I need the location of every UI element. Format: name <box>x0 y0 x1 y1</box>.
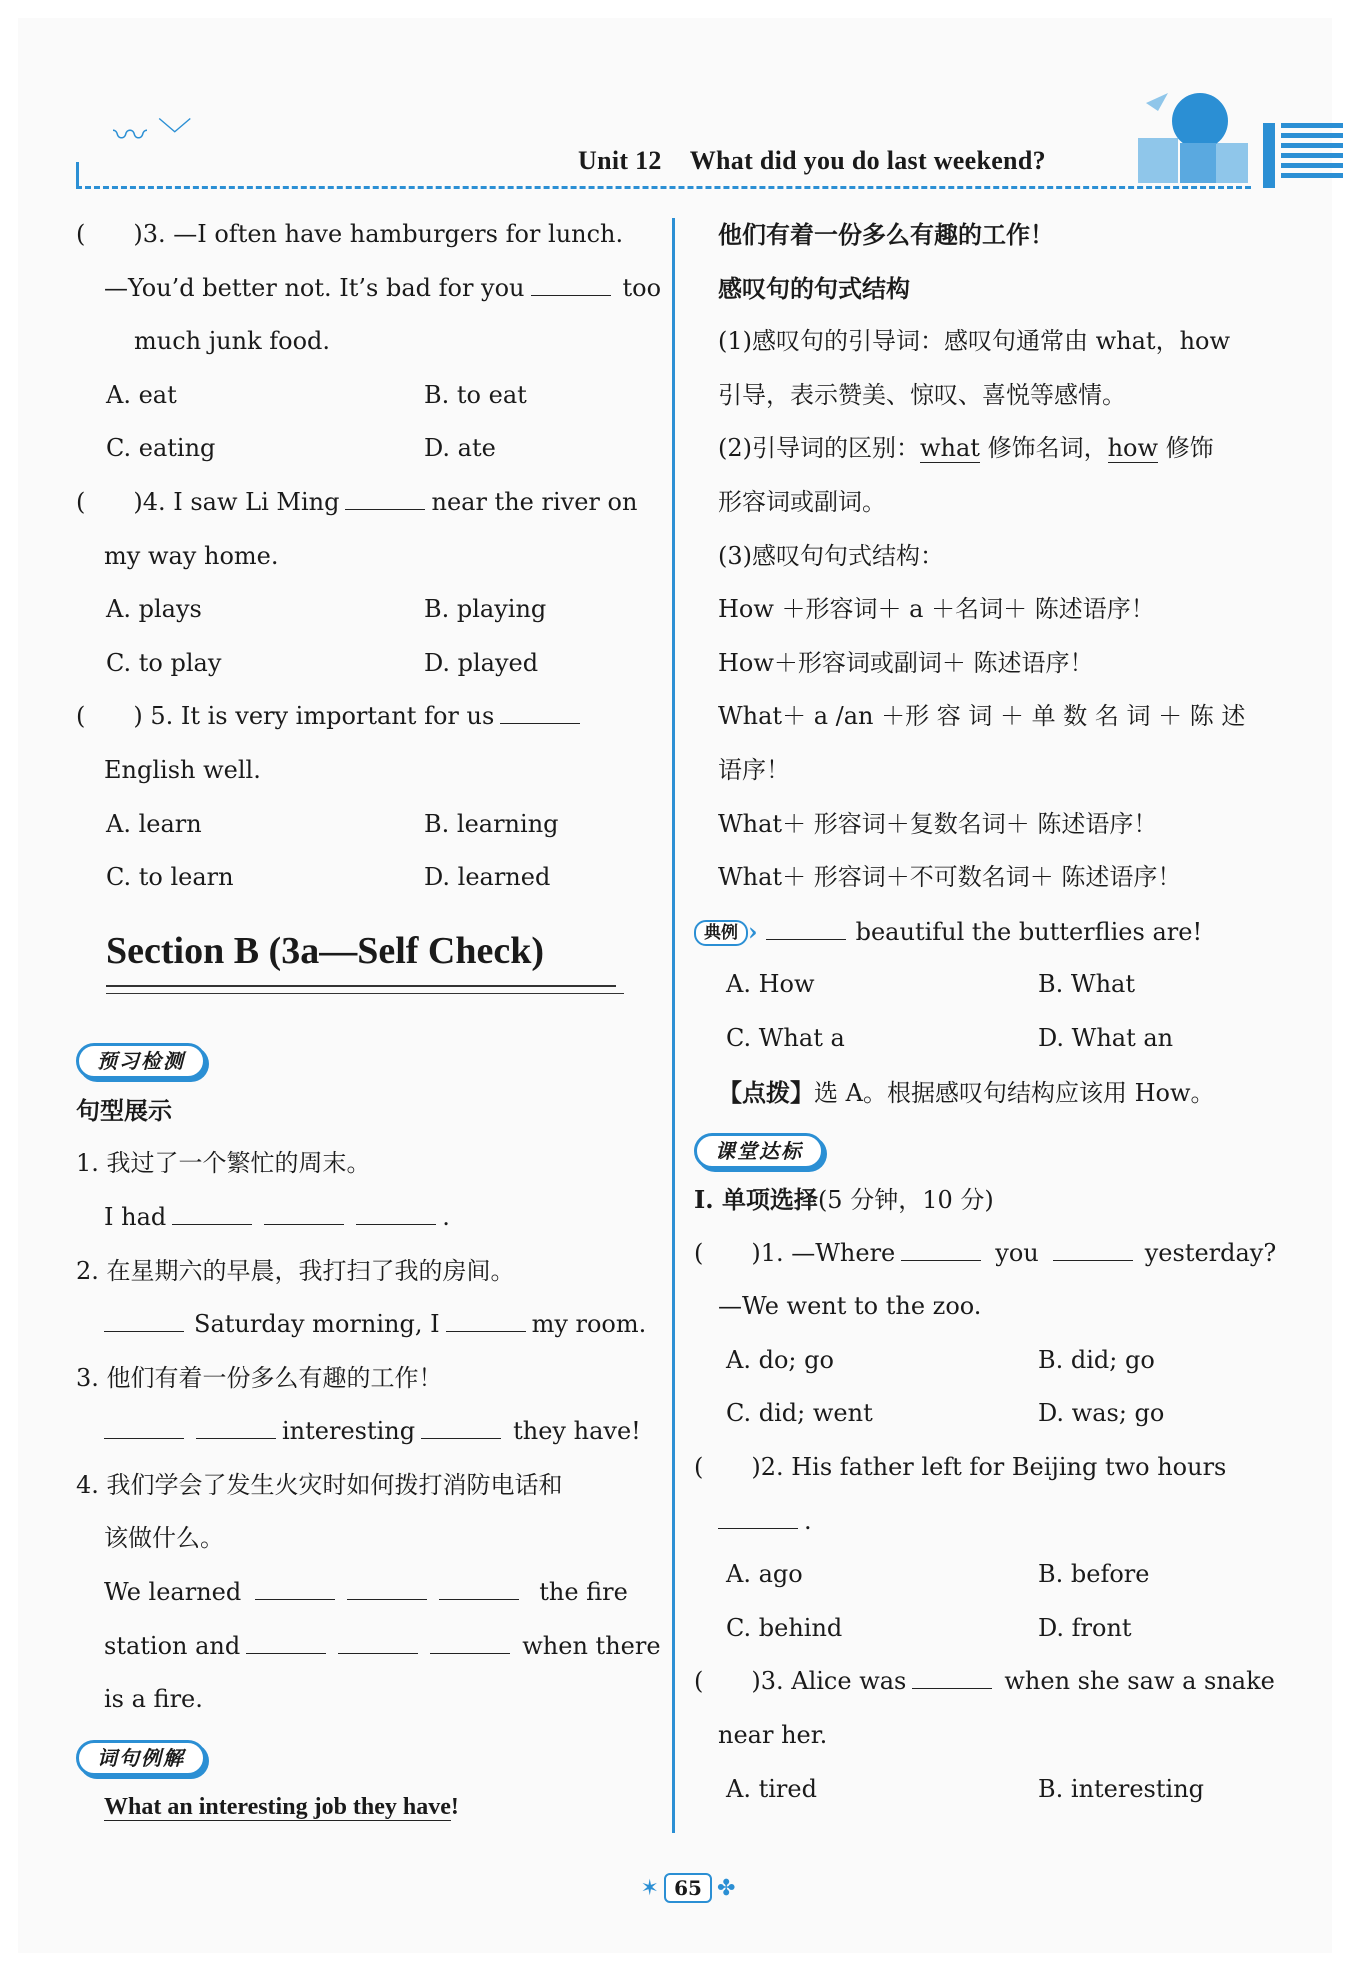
s1-en: I had . <box>104 1202 450 1231</box>
option-a[interactable]: A. plays <box>106 595 202 624</box>
rq3-options-ab <box>718 1763 1278 1817</box>
answer-blank[interactable] <box>246 1631 326 1654</box>
q4-line2: my way home. <box>104 541 279 570</box>
q4-options-ab <box>76 583 662 637</box>
section-one-heading: Ⅰ. 单项选择(5 分钟，10 分) <box>694 1185 994 1215</box>
option-d[interactable]: D. What an <box>1038 1023 1174 1052</box>
option-a[interactable]: A. learn <box>106 809 202 838</box>
answer-blank[interactable] <box>901 1238 981 1261</box>
option-c[interactable]: C. to play <box>106 648 222 677</box>
r-line7: (3)感叹句句式结构： <box>718 541 944 570</box>
answer-blank[interactable] <box>531 273 611 296</box>
option-a[interactable]: A. How <box>726 970 815 999</box>
globe-icon <box>1138 83 1248 183</box>
answer-blank[interactable] <box>421 1416 501 1439</box>
classroom-badge: 课堂达标 <box>694 1133 824 1169</box>
s4-cn1: 4. 我们学会了发生火灾时如何拨打消防电话和 <box>76 1470 563 1499</box>
s4-cn2: 该做什么。 <box>104 1524 224 1553</box>
option-a[interactable]: A. ago <box>726 1560 803 1589</box>
r-subheading: 感叹句的句式结构 <box>718 273 910 303</box>
badge-row <box>694 1119 1278 1173</box>
option-d[interactable]: D. learned <box>424 863 551 892</box>
r-line6: 形容词或副词。 <box>718 487 886 516</box>
answer-blank[interactable] <box>255 1577 335 1600</box>
option-b[interactable]: B. to eat <box>424 380 527 409</box>
r-line9: How＋形容词或副词＋ 陈述语序！ <box>718 648 1094 677</box>
option-c[interactable]: C. to learn <box>106 863 234 892</box>
answer-blank[interactable] <box>172 1202 252 1225</box>
answer-blank[interactable] <box>718 1506 798 1529</box>
rq1-options-ab <box>718 1334 1278 1388</box>
rq1-options-cd <box>718 1387 1278 1441</box>
q4-stem: ( )4. I saw Li Ming near the river on <box>76 487 638 516</box>
answer-blank[interactable] <box>347 1577 427 1600</box>
answer-blank[interactable] <box>1053 1238 1133 1261</box>
page-footer <box>588 1873 788 1903</box>
answer-blank[interactable] <box>196 1416 276 1439</box>
option-d[interactable]: D. was; go <box>1038 1399 1165 1428</box>
answer-blank[interactable] <box>446 1309 526 1332</box>
s3-cn: 3. 他们有着一份多么有趣的工作！ <box>76 1363 443 1392</box>
s2-cn: 2. 在星期六的早晨，我打扫了我的房间。 <box>76 1256 515 1285</box>
answer-blank[interactable] <box>104 1309 184 1332</box>
badge-row <box>76 1727 662 1781</box>
answer-blank[interactable] <box>912 1666 992 1689</box>
option-b[interactable]: B. did; go <box>1038 1345 1155 1374</box>
answer-blank[interactable] <box>766 917 846 940</box>
example-tag: 典例 <box>694 920 748 946</box>
example-question: 典例 › beautiful the butterflies are! <box>694 905 1278 959</box>
s4-en1: We learned the fire <box>104 1578 628 1607</box>
r-line5: (2)引导词的区别：what 修饰名词，how 修饰 <box>718 434 1214 463</box>
header-stripes <box>1263 123 1343 188</box>
option-b[interactable]: B. interesting <box>1038 1774 1205 1803</box>
option-a[interactable]: A. tired <box>726 1774 817 1803</box>
option-c[interactable]: C. behind <box>726 1613 843 1642</box>
header-rule <box>76 186 1251 189</box>
answer-blank[interactable] <box>500 701 580 724</box>
option-b[interactable]: B. before <box>1038 1560 1150 1589</box>
option-d[interactable]: D. played <box>424 648 539 677</box>
column-divider <box>672 218 675 1833</box>
header-bracket <box>76 162 85 186</box>
q3-line2: —You’d better not. It’s bad for you too <box>104 273 662 302</box>
s3-en: interesting they have! <box>76 1405 662 1459</box>
option-b[interactable]: B. playing <box>424 595 547 624</box>
rq1-stem: ( )1. —Where you yesterday? <box>694 1238 1277 1267</box>
unit-label: Unit 12 <box>578 146 662 175</box>
pinwheel-icon: ✤ <box>717 1876 736 1901</box>
r-line13: What＋ 形容词＋不可数名词＋ 陈述语序！ <box>718 863 1182 892</box>
option-c[interactable]: C. eating <box>106 434 216 463</box>
answer-blank[interactable] <box>104 1416 184 1439</box>
rq2-stem: ( )2. His father left for Beijing two hours <box>694 1453 1227 1482</box>
section-underline <box>106 987 624 994</box>
option-c[interactable]: C. did; went <box>726 1399 873 1428</box>
option-d[interactable]: D. ate <box>424 434 496 463</box>
example-sentence: What an interesting job they have! <box>104 1793 459 1820</box>
preview-badge: 预习检测 <box>76 1043 206 1079</box>
q3-options-ab <box>76 369 662 423</box>
rq3-stem: ( )3. Alice was when she saw a snake <box>694 1667 1275 1696</box>
left-column <box>76 208 662 1834</box>
rq2-line2: . <box>718 1495 1278 1549</box>
answer-blank[interactable] <box>430 1631 510 1654</box>
answer-blank[interactable] <box>439 1577 519 1600</box>
right-column <box>694 208 1278 1816</box>
option-a[interactable]: A. eat <box>106 380 177 409</box>
r-line4: 引导，表示赞美、惊叹、喜悦等感情。 <box>718 380 1126 409</box>
r-line10: What＋ a /an ＋形 容 词 ＋ 单 数 名 词 ＋ 陈 述 <box>718 702 1246 731</box>
chevron-right-icon: › <box>748 916 758 946</box>
s2-en: Saturday morning, I my room. <box>76 1298 662 1352</box>
unit-title: What did you do last weekend? <box>689 146 1046 175</box>
r-line8: How ＋形容词＋ a ＋名词＋ 陈述语序！ <box>718 595 1155 624</box>
q4-options-cd <box>76 637 662 691</box>
answer-blank[interactable] <box>356 1202 436 1225</box>
s1-cn: 1. 我过了一个繁忙的周末。 <box>76 1149 371 1178</box>
answer-blank[interactable] <box>345 487 425 510</box>
q3-options-cd <box>76 422 662 476</box>
option-b[interactable]: B. learning <box>424 809 559 838</box>
page-header <box>578 146 1046 176</box>
workbook-page <box>18 18 1332 1953</box>
r-line3: (1)感叹句的引导词：感叹句通常由 what，how <box>718 327 1231 356</box>
section-title: Section B (3a—Self Check) <box>106 923 616 987</box>
star-icon: ✶ <box>640 1876 659 1901</box>
s4-en3: is a fire. <box>104 1685 203 1714</box>
q3-stem: ( )3. —I often have hamburgers for lunch. <box>76 220 624 248</box>
q5-line2: English well. <box>104 755 261 784</box>
rq3-line2: near her. <box>718 1721 828 1750</box>
pattern-heading: 句型展示 <box>76 1095 172 1125</box>
answer-blank[interactable] <box>264 1202 344 1225</box>
r-heading: 他们有着一份多么有趣的工作！ <box>718 220 1054 249</box>
r-line11: 语序！ <box>718 755 790 784</box>
tip-line: 【点拨】选 A。根据感叹句结构应该用 How。 <box>718 1077 1215 1107</box>
q5-options-cd <box>76 851 662 905</box>
q3-line3: much junk food. <box>134 327 331 356</box>
badge-row <box>76 1030 662 1084</box>
q5-stem: ( ) 5. It is very important for us <box>76 690 662 744</box>
rq2-options-ab <box>718 1548 1278 1602</box>
answer-blank[interactable] <box>338 1631 418 1654</box>
example-options-ab <box>718 958 1278 1012</box>
rq1-line2: —We went to the zoo. <box>718 1292 982 1321</box>
example-options-cd <box>718 1012 1278 1066</box>
page-number: 65 <box>664 1873 712 1903</box>
explain-badge: 词句例解 <box>76 1740 206 1776</box>
s4-en2: station and when there <box>104 1631 661 1660</box>
option-a[interactable]: A. do; go <box>726 1345 834 1374</box>
r-line12: What＋ 形容词＋复数名词＋ 陈述语序！ <box>718 809 1158 838</box>
option-c[interactable]: C. What a <box>726 1023 845 1052</box>
rq2-options-cd <box>718 1602 1278 1656</box>
option-b[interactable]: B. What <box>1038 970 1135 999</box>
birds-icon: 〰 ﹀ <box>113 116 192 156</box>
option-d[interactable]: D. front <box>1038 1613 1132 1642</box>
q5-options-ab <box>76 798 662 852</box>
